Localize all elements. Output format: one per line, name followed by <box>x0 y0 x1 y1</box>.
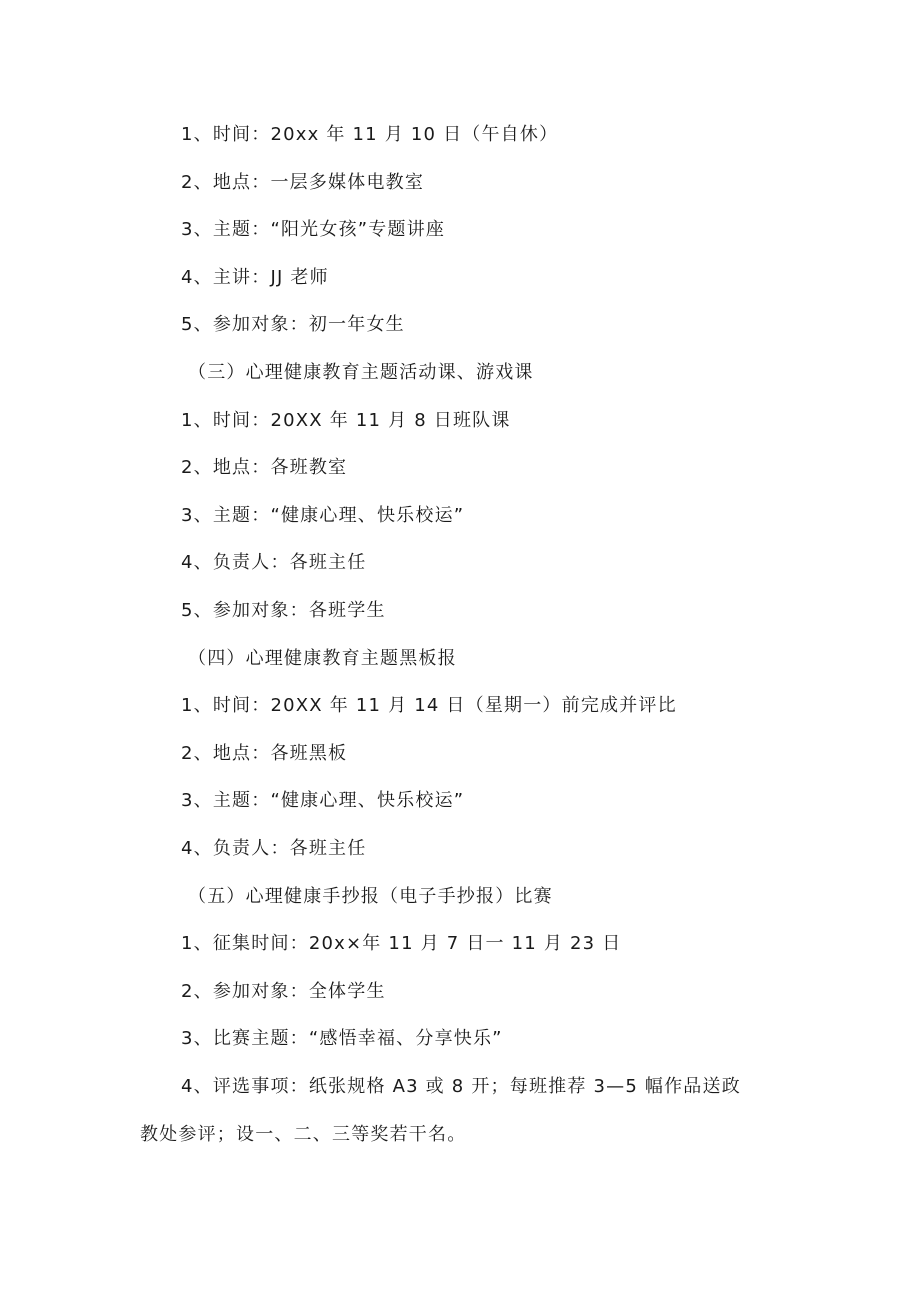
text-line: 1、时间：20XX 年 11 月 14 日（星期一）前完成并评比 <box>181 695 677 716</box>
text-line: 3、比赛主题：“感悟幸福、分享快乐” <box>181 1028 503 1049</box>
text-line: 1、时间：20xx 年 11 月 10 日（午自休） <box>181 124 559 145</box>
section-heading: （五）心理健康手抄报（电子手抄报）比赛 <box>188 886 553 907</box>
text-line: 4、负责人：各班主任 <box>181 838 367 859</box>
text-line: 4、主讲：JJ 老师 <box>181 267 329 288</box>
text-line: 3、主题：“健康心理、快乐校运” <box>181 505 465 526</box>
section-heading: （四）心理健康教育主题黑板报 <box>188 648 457 669</box>
text-line: 4、负责人：各班主任 <box>181 552 367 573</box>
section-heading: （三）心理健康教育主题活动课、游戏课 <box>188 362 534 383</box>
text-line: 3、主题：“阳光女孩”专题讲座 <box>181 219 446 240</box>
text-line: 3、主题：“健康心理、快乐校运” <box>181 790 465 811</box>
text-line: 1、征集时间：20x×年 11 月 7 日一 11 月 23 日 <box>181 933 622 954</box>
text-line: 2、参加对象：全体学生 <box>181 981 386 1002</box>
text-line: 2、地点：各班教室 <box>181 457 348 478</box>
text-line: 教处参评；设一、二、三等奖若干名。 <box>140 1124 467 1145</box>
text-line: 5、参加对象：各班学生 <box>181 600 386 621</box>
text-line: 4、评选事项：纸张规格 A3 或 8 开；每班推荐 3—5 幅作品送政 <box>181 1076 741 1097</box>
text-line: 2、地点：各班黑板 <box>181 743 348 764</box>
text-line: 2、地点：一层多媒体电教室 <box>181 172 425 193</box>
text-line: 1、时间：20XX 年 11 月 8 日班队课 <box>181 410 511 431</box>
text-line: 5、参加对象：初一年女生 <box>181 314 405 335</box>
